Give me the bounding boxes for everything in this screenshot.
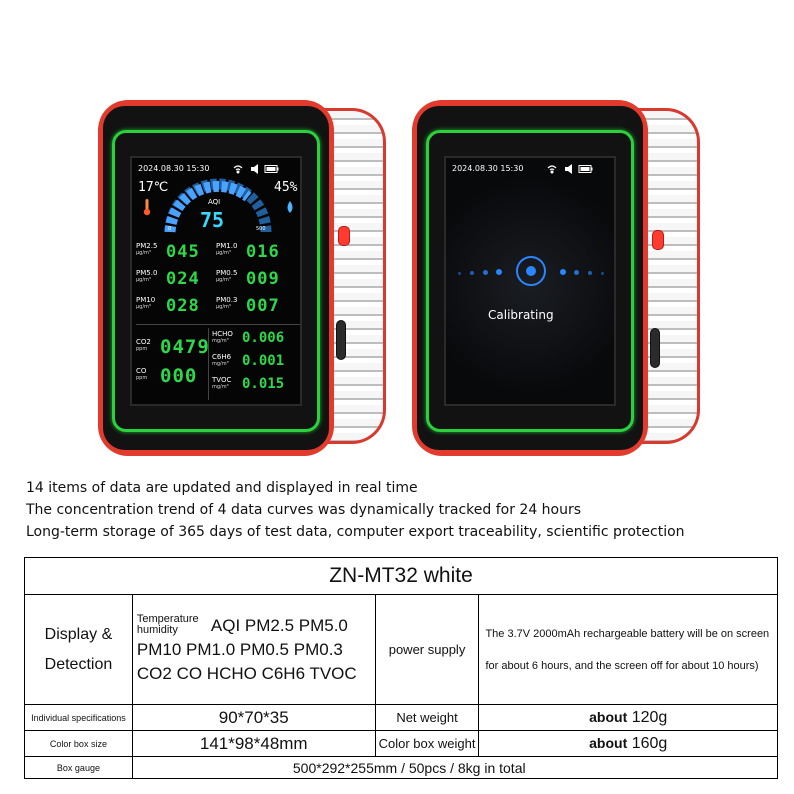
loading-center-icon — [516, 256, 546, 286]
model-title: ZN-MT32 white — [25, 558, 778, 595]
usb-port — [650, 328, 660, 368]
reading-co2 — [136, 338, 151, 352]
thermometer-icon — [142, 198, 152, 216]
divider — [136, 324, 300, 325]
color-box-weight-cell — [479, 731, 778, 757]
reading-unit: μg/m³ — [136, 277, 151, 283]
reading-label: PM5.0 — [136, 269, 158, 277]
display-items: AQI PM2.5 PM5.0 PM10 PM1.0 PM0.5 PM0.3 CO2 CO HCHO C6H6 TVOC — [136, 615, 357, 683]
reading-pm50 — [136, 269, 157, 283]
aqi-value: 75 — [200, 208, 225, 232]
box-gauge-value: 500*292*255mm / 50pcs / 8kg in total — [132, 757, 777, 779]
loading-dot — [601, 272, 604, 275]
reading-unit: mg/m³ — [212, 361, 229, 367]
reading-pm10-value: 028 — [166, 296, 200, 316]
speaker-icon — [565, 164, 572, 174]
reading-co-value: 000 — [160, 365, 198, 387]
status-icons — [546, 163, 612, 175]
reading-unit: μg/m³ — [216, 304, 231, 310]
calibrating-status: Calibrating — [488, 308, 554, 322]
reading-pm03-value: 007 — [246, 296, 280, 316]
loading-dot — [483, 270, 488, 275]
table-row — [25, 731, 778, 757]
spec-table — [24, 557, 778, 779]
temperature-value: 17℃ — [138, 180, 169, 195]
reading-label: PM1.0 — [216, 242, 238, 250]
wifi-icon — [548, 166, 556, 173]
reading-tvoc-value: 0.015 — [242, 376, 285, 392]
speaker-icon — [251, 164, 258, 174]
color-box-weight-label: Color box weight — [375, 731, 479, 757]
power-supply-label: power supply — [375, 595, 479, 705]
reading-unit: ppm — [136, 346, 148, 352]
reading-label: TVOC — [212, 376, 232, 384]
loading-dot — [470, 271, 474, 275]
reading-c6h6 — [212, 353, 231, 367]
reading-pm03 — [216, 296, 237, 310]
reading-pm5-value: 024 — [166, 269, 200, 289]
gauge-min: 0 — [168, 226, 172, 232]
reading-label: CO — [136, 367, 147, 375]
power-supply-value: The 3.7V 2000mAh rechargeable battery will be on screen for about 6 hours, and the screen off for about 10 hours) — [479, 595, 778, 705]
reading-label: PM0.3 — [216, 296, 238, 304]
reading-c6h6-value: 0.001 — [242, 353, 285, 369]
table-row — [25, 558, 778, 595]
color-box-size-label: Color box size — [25, 731, 133, 757]
gauge-max: 500 — [256, 226, 266, 232]
color-box-weight-value: 160g — [631, 734, 668, 752]
humidity-value: 45% — [274, 180, 298, 195]
datetime: 2024.08.30 15:30 — [138, 164, 210, 173]
box-gauge-label: Box gauge — [25, 757, 133, 779]
reading-unit: μg/m³ — [136, 304, 151, 310]
droplet-icon — [284, 200, 296, 214]
right-screen — [444, 156, 616, 406]
display-detection-label: Display & Detection — [25, 595, 133, 705]
reading-label: CO2 — [136, 338, 151, 346]
individual-spec-label: Individual specifications — [25, 705, 133, 731]
reading-tvoc — [212, 376, 231, 390]
power-icon[interactable] — [338, 226, 350, 246]
individual-spec-value: 90*70*35 — [132, 705, 375, 731]
reading-hcho — [212, 330, 233, 344]
reading-pm10 — [216, 242, 237, 256]
table-row — [25, 705, 778, 731]
power-icon[interactable] — [652, 230, 664, 250]
reading-label: HCHO — [212, 330, 233, 338]
reading-unit: ppm — [136, 375, 148, 381]
right-air-monitor — [412, 100, 704, 458]
display-items-cell — [132, 595, 375, 705]
aqi-label: AQI — [208, 198, 221, 206]
wifi-icon — [234, 166, 242, 173]
usb-port — [336, 320, 346, 360]
reading-label: PM2.5 — [136, 242, 158, 250]
reading-co2-value: 0479 — [160, 336, 210, 358]
reading-label: C6H6 — [212, 353, 232, 361]
loading-dot — [458, 272, 461, 275]
reading-label: PM10 — [136, 296, 156, 304]
feature-line-2: The concentration trend of 4 data curves was dynamically tracked for 24 hours — [26, 502, 582, 518]
temperature-humidity-label: Temperature humidity — [136, 612, 199, 636]
feature-line-1: 14 items of data are updated and displayed in real time — [26, 480, 418, 496]
net-weight-cell — [479, 705, 778, 731]
net-weight-label: Net weight — [375, 705, 479, 731]
net-weight-value: 120g — [631, 708, 668, 726]
reading-pm05 — [216, 269, 237, 283]
table-row — [25, 757, 778, 779]
reading-hcho-value: 0.006 — [242, 330, 285, 346]
reading-unit: mg/m³ — [212, 338, 229, 344]
left-air-monitor — [98, 100, 390, 458]
table-row — [25, 595, 778, 705]
reading-unit: μg/m³ — [136, 250, 151, 256]
loading-dot — [574, 270, 579, 275]
reading-pm1-value: 016 — [246, 242, 280, 262]
reading-pm25-value: 045 — [166, 242, 200, 262]
reading-unit: mg/m³ — [212, 384, 229, 390]
battery-icon — [579, 166, 593, 173]
loading-dot — [496, 269, 502, 275]
datetime: 2024.08.30 15:30 — [452, 164, 524, 173]
reading-label: PM0.5 — [216, 269, 238, 277]
loading-dot — [560, 269, 566, 275]
reading-pm05-value: 009 — [246, 269, 280, 289]
reading-pm100 — [136, 296, 155, 310]
color-box-size-value: 141*98*48mm — [132, 731, 375, 757]
reading-unit: μg/m³ — [216, 250, 231, 256]
battery-icon — [265, 166, 279, 173]
net-weight-prefix: about — [589, 708, 628, 725]
feature-line-3: Long-term storage of 365 days of test data, computer export traceability, scientific protection — [26, 524, 685, 540]
reading-pm25 — [136, 242, 157, 256]
reading-unit: μg/m³ — [216, 277, 231, 283]
left-screen — [130, 156, 302, 406]
color-box-weight-prefix: about — [589, 734, 628, 751]
reading-co — [136, 367, 147, 381]
loading-dot — [588, 271, 592, 275]
